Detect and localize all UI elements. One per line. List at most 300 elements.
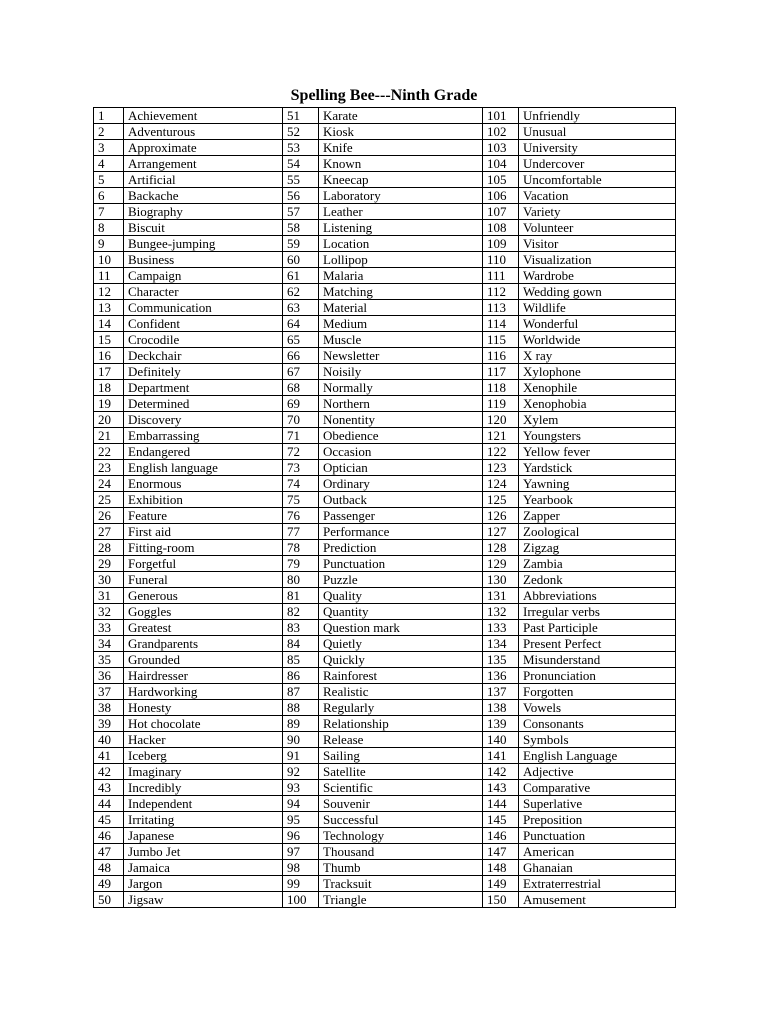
table-row [94, 700, 676, 716]
word-number: 91 [283, 748, 319, 764]
word-number: 74 [283, 476, 319, 492]
spelling-word: Character [124, 284, 283, 300]
word-number: 104 [483, 156, 519, 172]
table-row [94, 124, 676, 140]
word-number: 41 [94, 748, 124, 764]
spelling-word: Past Participle [519, 620, 676, 636]
word-number: 97 [283, 844, 319, 860]
table-row [94, 556, 676, 572]
word-number: 36 [94, 668, 124, 684]
word-number: 143 [483, 780, 519, 796]
word-number: 103 [483, 140, 519, 156]
table-row [94, 620, 676, 636]
word-number: 122 [483, 444, 519, 460]
spelling-word: Successful [319, 812, 483, 828]
word-number: 37 [94, 684, 124, 700]
table-row [94, 236, 676, 252]
spelling-word: Souvenir [319, 796, 483, 812]
word-number: 18 [94, 380, 124, 396]
spelling-word: Greatest [124, 620, 283, 636]
spelling-word: Question mark [319, 620, 483, 636]
word-number: 80 [283, 572, 319, 588]
word-number: 9 [94, 236, 124, 252]
word-number: 10 [94, 252, 124, 268]
table-row [94, 732, 676, 748]
spelling-word: Misunderstand [519, 652, 676, 668]
word-number: 94 [283, 796, 319, 812]
word-number: 105 [483, 172, 519, 188]
word-number: 12 [94, 284, 124, 300]
word-number: 42 [94, 764, 124, 780]
spelling-word: Enormous [124, 476, 283, 492]
spelling-word: Campaign [124, 268, 283, 284]
word-number: 100 [283, 892, 319, 908]
spelling-word: Adventurous [124, 124, 283, 140]
word-number: 111 [483, 268, 519, 284]
word-number: 33 [94, 620, 124, 636]
spelling-word: First aid [124, 524, 283, 540]
spelling-word: Listening [319, 220, 483, 236]
word-number: 132 [483, 604, 519, 620]
word-number: 66 [283, 348, 319, 364]
word-number: 30 [94, 572, 124, 588]
spelling-word: Crocodile [124, 332, 283, 348]
spelling-word: Independent [124, 796, 283, 812]
table-row [94, 860, 676, 876]
table-row [94, 508, 676, 524]
spelling-word: Consonants [519, 716, 676, 732]
spelling-word: Triangle [319, 892, 483, 908]
spelling-word: Yellow fever [519, 444, 676, 460]
word-number: 27 [94, 524, 124, 540]
word-number: 110 [483, 252, 519, 268]
spelling-word: Yawning [519, 476, 676, 492]
table-row [94, 796, 676, 812]
word-number: 13 [94, 300, 124, 316]
spelling-word: Prediction [319, 540, 483, 556]
word-number: 76 [283, 508, 319, 524]
spelling-word: Abbreviations [519, 588, 676, 604]
word-number: 149 [483, 876, 519, 892]
spelling-word: Present Perfect [519, 636, 676, 652]
word-number: 7 [94, 204, 124, 220]
word-number: 72 [283, 444, 319, 460]
word-number: 15 [94, 332, 124, 348]
table-row [94, 876, 676, 892]
word-number: 25 [94, 492, 124, 508]
word-number: 68 [283, 380, 319, 396]
word-number: 107 [483, 204, 519, 220]
word-number: 109 [483, 236, 519, 252]
spelling-word: Outback [319, 492, 483, 508]
spelling-word: Hardworking [124, 684, 283, 700]
word-number: 34 [94, 636, 124, 652]
word-number: 119 [483, 396, 519, 412]
spelling-word: Zoological [519, 524, 676, 540]
word-number: 65 [283, 332, 319, 348]
spelling-word: Artificial [124, 172, 283, 188]
spelling-word: Rainforest [319, 668, 483, 684]
table-row [94, 252, 676, 268]
spelling-word: Wardrobe [519, 268, 676, 284]
word-number: 21 [94, 428, 124, 444]
spelling-word: Thumb [319, 860, 483, 876]
word-number: 59 [283, 236, 319, 252]
table-row [94, 636, 676, 652]
word-number: 128 [483, 540, 519, 556]
page-title: Spelling Bee---Ninth Grade [290, 87, 478, 104]
word-number: 148 [483, 860, 519, 876]
word-number: 114 [483, 316, 519, 332]
spelling-word: English Language [519, 748, 676, 764]
spelling-word: Passenger [319, 508, 483, 524]
spelling-word: Uncomfortable [519, 172, 676, 188]
spelling-word: Nonentity [319, 412, 483, 428]
spelling-word: Definitely [124, 364, 283, 380]
word-number: 77 [283, 524, 319, 540]
word-number: 136 [483, 668, 519, 684]
spelling-word: Variety [519, 204, 676, 220]
word-number: 88 [283, 700, 319, 716]
word-number: 79 [283, 556, 319, 572]
word-number: 71 [283, 428, 319, 444]
spelling-word: Xylem [519, 412, 676, 428]
spelling-word: Volunteer [519, 220, 676, 236]
table-row [94, 476, 676, 492]
word-number: 17 [94, 364, 124, 380]
spelling-word: Tracksuit [319, 876, 483, 892]
word-number: 6 [94, 188, 124, 204]
spelling-word: Wonderful [519, 316, 676, 332]
word-number: 70 [283, 412, 319, 428]
spelling-word: Relationship [319, 716, 483, 732]
word-number: 81 [283, 588, 319, 604]
word-number: 117 [483, 364, 519, 380]
word-number: 106 [483, 188, 519, 204]
table-row [94, 812, 676, 828]
table-row [94, 716, 676, 732]
spelling-word: University [519, 140, 676, 156]
table-row [94, 284, 676, 300]
spelling-word: Jamaica [124, 860, 283, 876]
spelling-word: Unusual [519, 124, 676, 140]
word-number: 19 [94, 396, 124, 412]
spelling-word: Grandparents [124, 636, 283, 652]
word-number: 92 [283, 764, 319, 780]
spelling-word: Material [319, 300, 483, 316]
word-number: 31 [94, 588, 124, 604]
word-number: 118 [483, 380, 519, 396]
spelling-word: Undercover [519, 156, 676, 172]
table-row [94, 188, 676, 204]
spelling-word: Pronunciation [519, 668, 676, 684]
word-number: 115 [483, 332, 519, 348]
spelling-word: Matching [319, 284, 483, 300]
table-row [94, 540, 676, 556]
word-number: 123 [483, 460, 519, 476]
spelling-word: Discovery [124, 412, 283, 428]
spelling-word: Knife [319, 140, 483, 156]
word-number: 24 [94, 476, 124, 492]
spelling-word: Yardstick [519, 460, 676, 476]
spelling-word: Malaria [319, 268, 483, 284]
spelling-word: Backache [124, 188, 283, 204]
word-number: 64 [283, 316, 319, 332]
table-row [94, 140, 676, 156]
word-number: 58 [283, 220, 319, 236]
table-row [94, 316, 676, 332]
table-row [94, 828, 676, 844]
spelling-word: American [519, 844, 676, 860]
word-number: 8 [94, 220, 124, 236]
spelling-word: Release [319, 732, 483, 748]
word-number: 120 [483, 412, 519, 428]
table-row [94, 156, 676, 172]
word-number: 140 [483, 732, 519, 748]
spelling-word: Ordinary [319, 476, 483, 492]
word-number: 29 [94, 556, 124, 572]
spelling-word: Irregular verbs [519, 604, 676, 620]
table-row [94, 172, 676, 188]
spelling-word: Extraterrestrial [519, 876, 676, 892]
spelling-word: Newsletter [319, 348, 483, 364]
word-number: 134 [483, 636, 519, 652]
word-number: 62 [283, 284, 319, 300]
spelling-word: Zapper [519, 508, 676, 524]
table-row [94, 652, 676, 668]
spelling-word: Confident [124, 316, 283, 332]
spelling-word: Punctuation [519, 828, 676, 844]
spelling-word: Hairdresser [124, 668, 283, 684]
word-number: 146 [483, 828, 519, 844]
word-number: 116 [483, 348, 519, 364]
word-number: 4 [94, 156, 124, 172]
spelling-word: Business [124, 252, 283, 268]
word-number: 14 [94, 316, 124, 332]
spelling-word: Jargon [124, 876, 283, 892]
word-number: 83 [283, 620, 319, 636]
word-number: 26 [94, 508, 124, 524]
word-number: 43 [94, 780, 124, 796]
word-number: 150 [483, 892, 519, 908]
word-number: 55 [283, 172, 319, 188]
table-row [94, 844, 676, 860]
table-row [94, 108, 676, 124]
word-number: 82 [283, 604, 319, 620]
spelling-word: Goggles [124, 604, 283, 620]
spelling-word: Performance [319, 524, 483, 540]
spelling-word: Department [124, 380, 283, 396]
spelling-word: Fitting-room [124, 540, 283, 556]
word-number: 63 [283, 300, 319, 316]
spelling-word: Satellite [319, 764, 483, 780]
spelling-word: Grounded [124, 652, 283, 668]
spelling-word: Occasion [319, 444, 483, 460]
word-number: 101 [483, 108, 519, 124]
spelling-word: Kiosk [319, 124, 483, 140]
spelling-word: Muscle [319, 332, 483, 348]
word-number: 61 [283, 268, 319, 284]
spelling-word: Japanese [124, 828, 283, 844]
word-number: 112 [483, 284, 519, 300]
table-row [94, 460, 676, 476]
word-number: 98 [283, 860, 319, 876]
word-number: 73 [283, 460, 319, 476]
spelling-word: Determined [124, 396, 283, 412]
table-row [94, 444, 676, 460]
table-row [94, 748, 676, 764]
spelling-word: Quality [319, 588, 483, 604]
word-number: 23 [94, 460, 124, 476]
word-number: 38 [94, 700, 124, 716]
table-row [94, 892, 676, 908]
word-number: 28 [94, 540, 124, 556]
word-number: 130 [483, 572, 519, 588]
word-number: 142 [483, 764, 519, 780]
spelling-word: Regularly [319, 700, 483, 716]
word-number: 138 [483, 700, 519, 716]
word-number: 78 [283, 540, 319, 556]
spelling-word: Vowels [519, 700, 676, 716]
word-number: 129 [483, 556, 519, 572]
word-number: 11 [94, 268, 124, 284]
word-number: 3 [94, 140, 124, 156]
table-row [94, 380, 676, 396]
spelling-word: English language [124, 460, 283, 476]
word-number: 127 [483, 524, 519, 540]
spelling-word: Xenophile [519, 380, 676, 396]
table-row [94, 524, 676, 540]
word-number: 40 [94, 732, 124, 748]
spelling-word: Adjective [519, 764, 676, 780]
table-row [94, 684, 676, 700]
word-number: 102 [483, 124, 519, 140]
spelling-word: Zigzag [519, 540, 676, 556]
table-row [94, 204, 676, 220]
spelling-word: Laboratory [319, 188, 483, 204]
table-row [94, 492, 676, 508]
word-number: 48 [94, 860, 124, 876]
table-row [94, 364, 676, 380]
spelling-word: Lollipop [319, 252, 483, 268]
spelling-word: Scientific [319, 780, 483, 796]
spelling-word: Arrangement [124, 156, 283, 172]
spelling-word: Irritating [124, 812, 283, 828]
spelling-word: Forgetful [124, 556, 283, 572]
word-number: 84 [283, 636, 319, 652]
table-row [94, 396, 676, 412]
word-number: 124 [483, 476, 519, 492]
word-number: 113 [483, 300, 519, 316]
word-number: 89 [283, 716, 319, 732]
word-number: 47 [94, 844, 124, 860]
spelling-word: Incredibly [124, 780, 283, 796]
spelling-word: Honesty [124, 700, 283, 716]
spelling-word: Medium [319, 316, 483, 332]
word-number: 44 [94, 796, 124, 812]
spelling-word: Northern [319, 396, 483, 412]
table-row [94, 348, 676, 364]
table-row [94, 588, 676, 604]
spelling-word: Xenophobia [519, 396, 676, 412]
spelling-word: Superlative [519, 796, 676, 812]
spelling-word: Kneecap [319, 172, 483, 188]
spelling-word: Visualization [519, 252, 676, 268]
spelling-word: Hot chocolate [124, 716, 283, 732]
table-row [94, 780, 676, 796]
word-number: 67 [283, 364, 319, 380]
table-row [94, 764, 676, 780]
word-number: 95 [283, 812, 319, 828]
table-row [94, 668, 676, 684]
word-number: 53 [283, 140, 319, 156]
word-number: 90 [283, 732, 319, 748]
word-number: 99 [283, 876, 319, 892]
spelling-word: Bungee-jumping [124, 236, 283, 252]
word-number: 50 [94, 892, 124, 908]
spelling-word: Ghanaian [519, 860, 676, 876]
word-number: 135 [483, 652, 519, 668]
spelling-word: Achievement [124, 108, 283, 124]
spelling-word: Amusement [519, 892, 676, 908]
spelling-word: Sailing [319, 748, 483, 764]
word-number: 69 [283, 396, 319, 412]
spelling-word: Generous [124, 588, 283, 604]
word-number: 5 [94, 172, 124, 188]
spelling-word: Biography [124, 204, 283, 220]
word-number: 49 [94, 876, 124, 892]
word-number: 39 [94, 716, 124, 732]
spelling-word: Jigsaw [124, 892, 283, 908]
table-row [94, 572, 676, 588]
table-row [94, 268, 676, 284]
spelling-word: Wedding gown [519, 284, 676, 300]
spelling-word: Optician [319, 460, 483, 476]
spelling-word: Youngsters [519, 428, 676, 444]
spelling-word: Communication [124, 300, 283, 316]
spelling-word: Jumbo Jet [124, 844, 283, 860]
word-number: 96 [283, 828, 319, 844]
table-row [94, 332, 676, 348]
word-number: 32 [94, 604, 124, 620]
word-number: 131 [483, 588, 519, 604]
word-number: 137 [483, 684, 519, 700]
word-number: 144 [483, 796, 519, 812]
spelling-word: Iceberg [124, 748, 283, 764]
spelling-word: Noisily [319, 364, 483, 380]
spelling-word: Quickly [319, 652, 483, 668]
word-number: 147 [483, 844, 519, 860]
table-row [94, 428, 676, 444]
word-number: 60 [283, 252, 319, 268]
spelling-word: Forgotten [519, 684, 676, 700]
spelling-word: Exhibition [124, 492, 283, 508]
word-number: 54 [283, 156, 319, 172]
word-number: 125 [483, 492, 519, 508]
spelling-word: Realistic [319, 684, 483, 700]
word-number: 86 [283, 668, 319, 684]
table-row [94, 220, 676, 236]
spelling-word: Feature [124, 508, 283, 524]
word-number: 121 [483, 428, 519, 444]
spelling-word: Endangered [124, 444, 283, 460]
spelling-word: Preposition [519, 812, 676, 828]
spelling-word: Hacker [124, 732, 283, 748]
spelling-word-table [93, 107, 676, 908]
word-number: 108 [483, 220, 519, 236]
word-number: 87 [283, 684, 319, 700]
spelling-word: Vacation [519, 188, 676, 204]
